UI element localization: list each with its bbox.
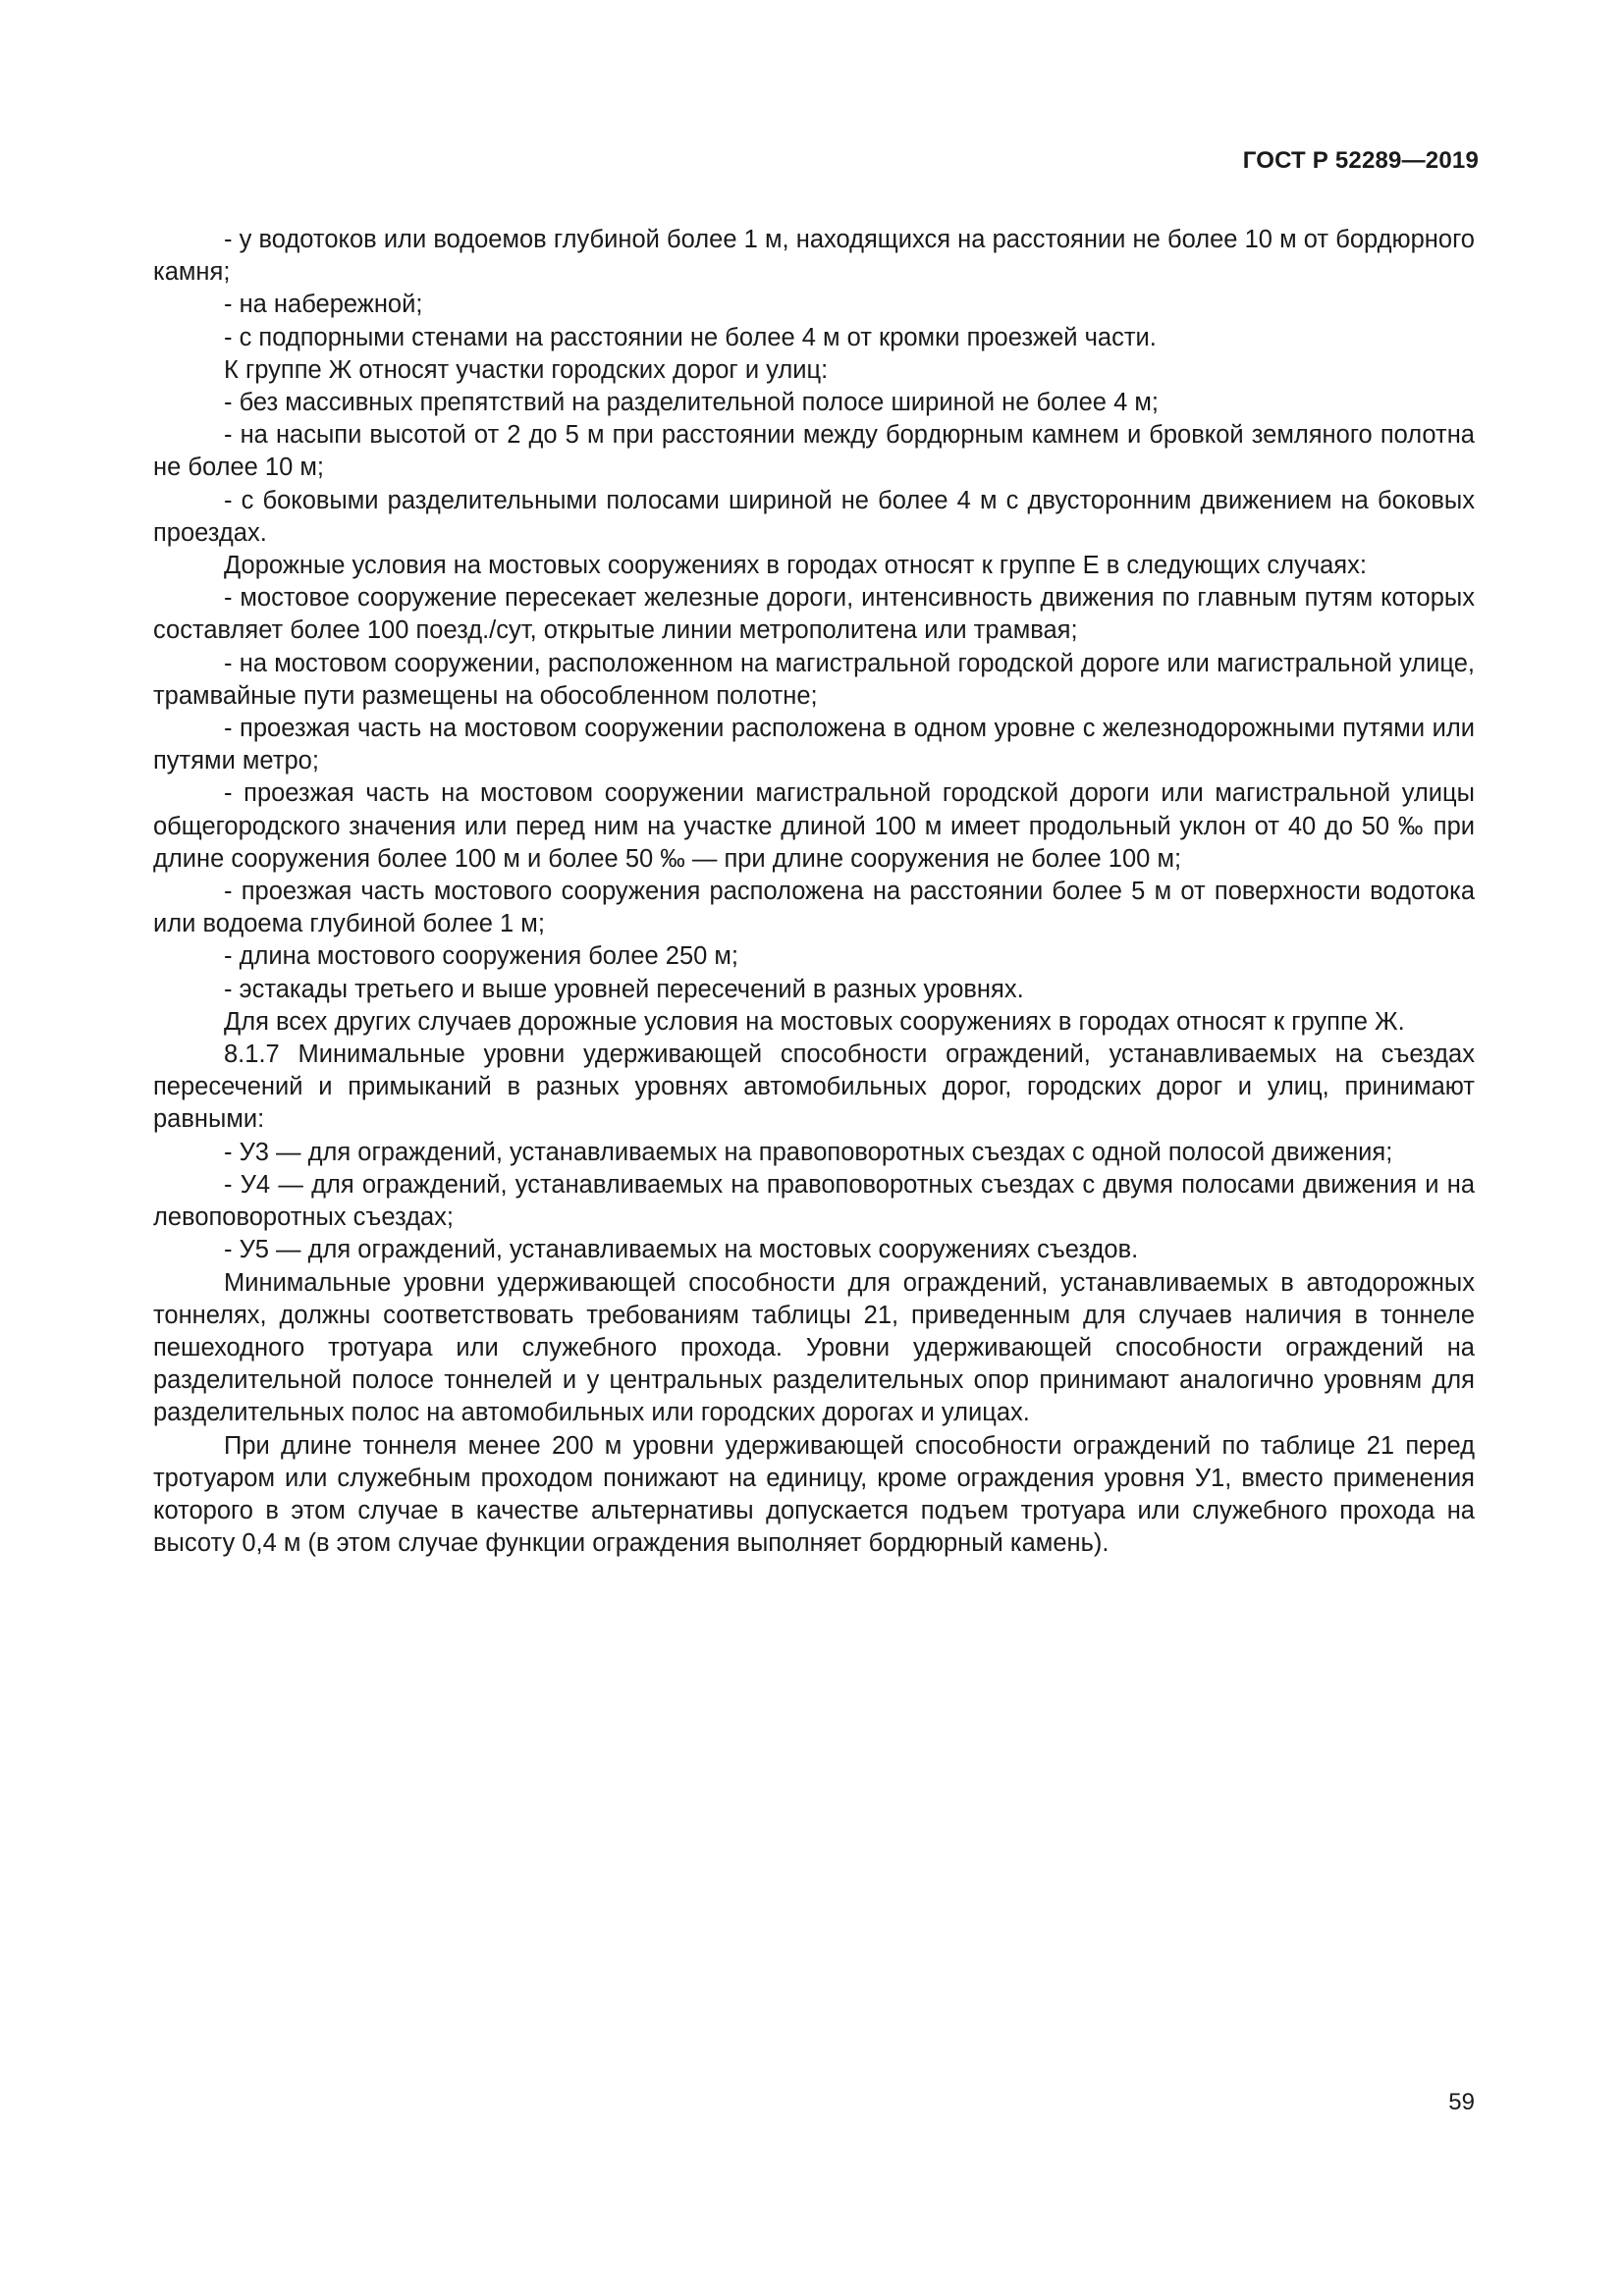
paragraph: - проезжая часть на мостовом сооружении расположена в одном уровне с железнодорожными путями или путями метро;: [153, 715, 1475, 775]
paragraph: - с подпорными стенами на расстоянии не более 4 м от кромки проезжей части.: [224, 323, 1157, 351]
paragraph: 8.1.7 Минимальные уровни удерживающей способности ограждений, устанавливаемых на съездах пересечений и примыканий в разных уровнях автомобильных дорог, городских дорог и улиц, принимают равными:: [153, 1041, 1475, 1134]
paragraph: - мостовое сооружение пересекает железные дороги, интенсивность движения по главным путям которых составляет более 100 поезд./сут, открытые линии метрополитена или трамвая;: [153, 584, 1475, 645]
page-number: 59: [1448, 2089, 1475, 2115]
paragraph: - проезжая часть на мостовом сооружении магистральной городской дороги или магистральной улицы общегородского значения или перед ним на участке длиной 100 м имеет продольный уклон от 40 до 50 ‰ при длине сооружения более 100 м и более 50 ‰ — при длине сооружения не более 100 м;: [153, 779, 1475, 873]
paragraph: - у водотоков или водоемов глубиной более 1 м, находящихся на расстоянии не более 10 м от бордюрного камня;: [153, 226, 1475, 287]
document-header-id: ГОСТ Р 52289—2019: [1242, 147, 1479, 174]
paragraph: - У3 — для ограждений, устанавливаемых на правоповоротных съездах с одной полосой движения;: [224, 1138, 1393, 1166]
paragraph: К группе Ж относят участки городских дорог и улиц:: [224, 355, 829, 384]
paragraph: - У5 — для ограждений, устанавливаемых на мостовых сооружениях съездов.: [224, 1236, 1139, 1264]
paragraph: - с боковыми разделительными полосами шириной не более 4 м с двусторонним движением на боковых проездах.: [153, 486, 1475, 547]
paragraph: При длине тоннеля менее 200 м уровни удерживающей способности ограждений по таблице 21 перед тротуаром или служебным проходом понижают на единицу, кроме ограждения уровня У1, вместо применения которого в этом случае в качестве альтернативы допускается подъем тротуара или служебного прохода на высоту 0,4 м (в этом случае функции ограждения выполняет бордюрный камень).: [153, 1431, 1475, 1558]
paragraph: - эстакады третьего и выше уровней пересечений в разных уровнях.: [224, 975, 1024, 1003]
paragraph: - на мостовом сооружении, расположенном на магистральной городской дороге или магистральной улице, трамвайные пути размещены на обособленном полотне;: [153, 649, 1475, 710]
paragraph: Минимальные уровни удерживающей способности для ограждений, устанавливаемых в автодорожных тоннелях, должны соответствовать требованиям таблицы 21, приведенным для случаев наличия в тоннеле пешеходного тротуара или служебного прохода. Уровни удерживающей способности ограждений на разделительной полосе тоннелей и у центральных разделительных опор принимают аналогично уровням для разделительных полос на автомобильных или городских дорогах и улицах.: [153, 1268, 1475, 1427]
paragraph: Дорожные условия на мостовых сооружениях в городах относят к группе Е в следующих случаях:: [224, 552, 1367, 580]
document-body: [153, 224, 1475, 1560]
paragraph: - на набережной;: [224, 291, 423, 319]
paragraph: - на насыпи высотой от 2 до 5 м при расстоянии между бордюрным камнем и бровкой земляного полотна не более 10 м;: [153, 421, 1475, 482]
paragraph: - проезжая часть мостового сооружения расположена на расстоянии более 5 м от поверхности водотока или водоема глубиной более 1 м;: [153, 878, 1475, 938]
paragraph: - без массивных препятствий на разделительной полосе шириной не более 4 м;: [224, 389, 1159, 417]
paragraph: - У4 — для ограждений, устанавливаемых на правоповоротных съездах с двумя полосами движения и на левоповоротных съездах;: [153, 1170, 1475, 1232]
paragraph: Для всех других случаев дорожные условия на мостовых сооружениях в городах относят к группе Ж.: [224, 1007, 1405, 1036]
paragraph: - длина мостового сооружения более 250 м;: [224, 942, 739, 971]
